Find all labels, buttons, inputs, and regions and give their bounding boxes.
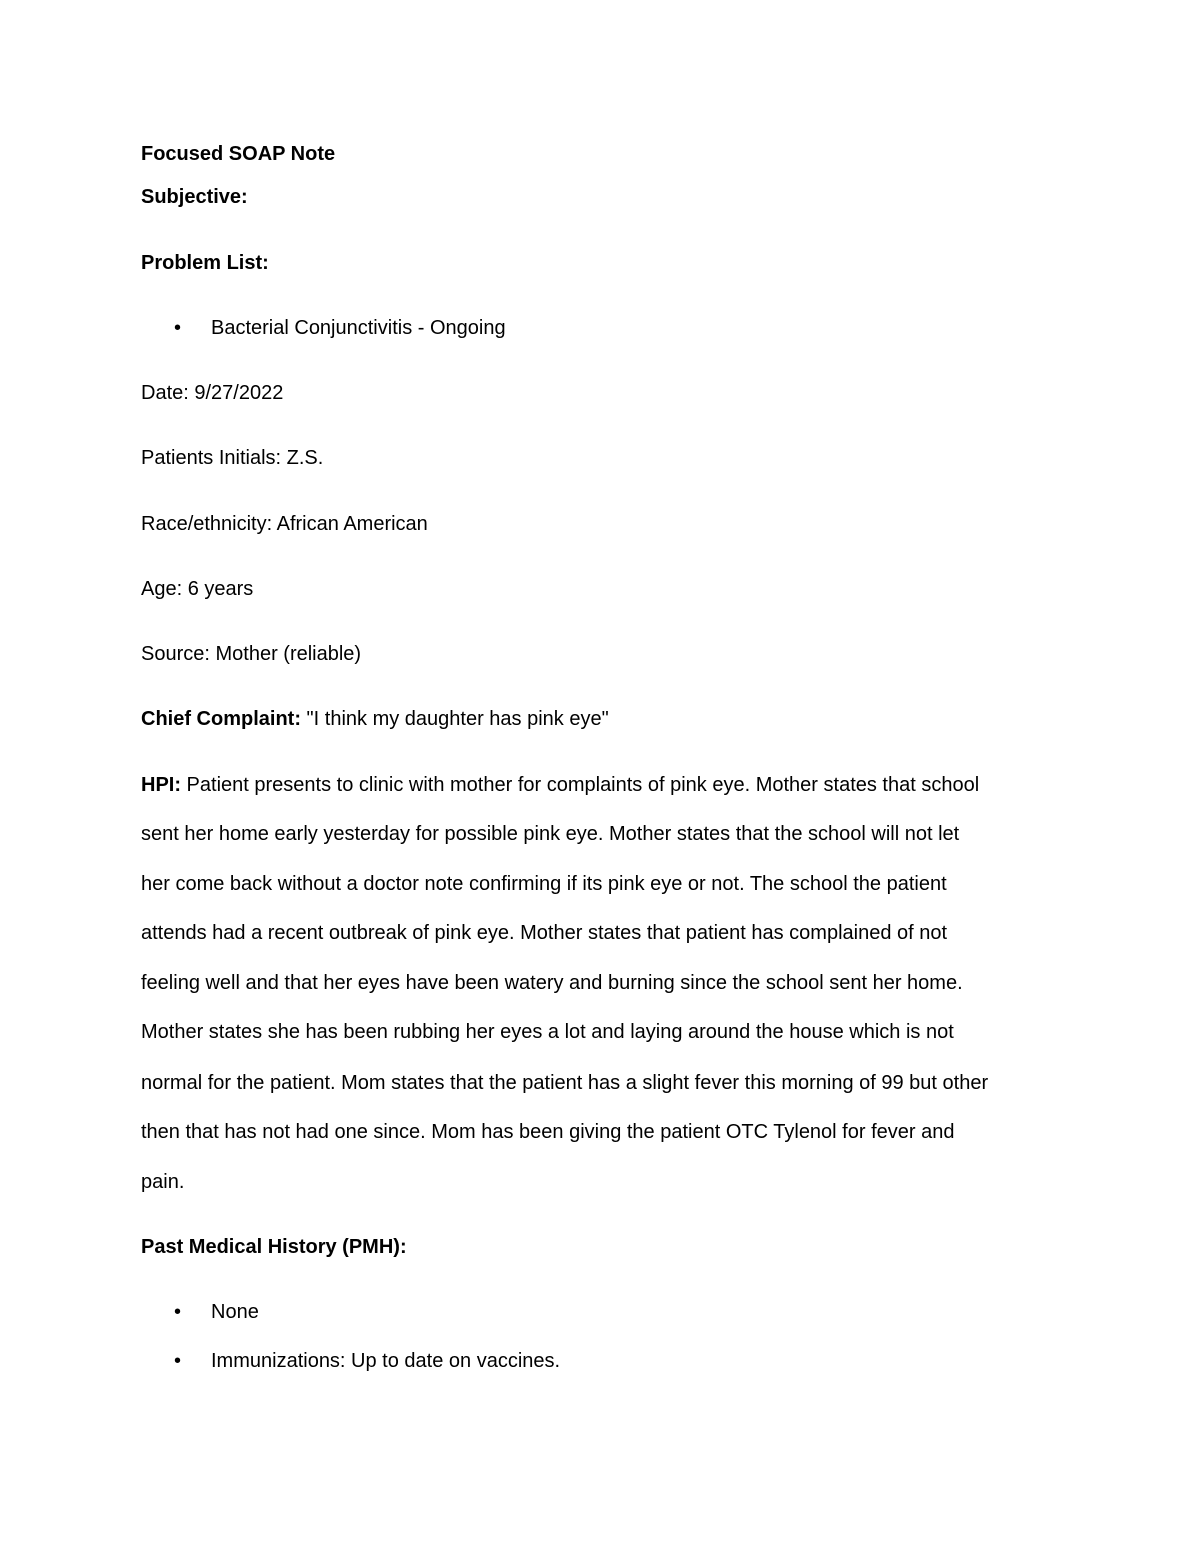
chief-complaint-label: Chief Complaint: <box>141 708 301 730</box>
hpi-line: pain. <box>141 1171 185 1193</box>
initials-line: Patients Initials: Z.S. <box>141 447 324 469</box>
hpi-line: attends had a recent outbreak of pink eye. Mother states that patient has complained of not <box>141 922 948 944</box>
bullet-icon: • <box>174 1350 182 1372</box>
pmh-item-text: None <box>211 1301 259 1323</box>
problem-list-heading: Problem List: <box>141 252 269 274</box>
hpi-line: then that has not had one since. Mom has been giving the patient OTC Tylenol for fever and <box>141 1121 955 1143</box>
hpi-line: Mother states she has been rubbing her eyes a lot and laying around the house which is not <box>141 1021 954 1043</box>
subjective-heading: Subjective: <box>141 186 248 208</box>
problem-item-text: Bacterial Conjunctivitis - Ongoing <box>211 317 506 339</box>
age-line: Age: 6 years <box>141 578 254 600</box>
race-line: Race/ethnicity: African American <box>141 513 428 535</box>
hpi-line <box>141 773 979 797</box>
document-title: Focused SOAP Note <box>141 143 336 165</box>
chief-complaint <box>141 707 609 731</box>
hpi-label: HPI: <box>141 774 181 796</box>
hpi-line: normal for the patient. Mom states that the patient has a slight fever this morning of 99 but other <box>141 1072 989 1094</box>
source-line: Source: Mother (reliable) <box>141 643 362 665</box>
hpi-line: her come back without a doctor note confirming if its pink eye or not. The school the patient <box>141 873 947 895</box>
hpi-line: sent her home early yesterday for possible pink eye. Mother states that the school will not let <box>141 823 960 845</box>
pmh-item-text: Immunizations: Up to date on vaccines. <box>211 1350 561 1372</box>
date-line: Date: 9/27/2022 <box>141 382 284 404</box>
bullet-icon: • <box>174 317 182 339</box>
hpi-line: feeling well and that her eyes have been watery and burning since the school sent her home. <box>141 972 963 994</box>
bullet-icon: • <box>174 1301 182 1323</box>
hpi-text: Patient presents to clinic with mother for complaints of pink eye. Mother states that school <box>181 774 980 796</box>
chief-complaint-text: "I think my daughter has pink eye" <box>301 708 609 730</box>
pmh-heading: Past Medical History (PMH): <box>141 1236 407 1258</box>
